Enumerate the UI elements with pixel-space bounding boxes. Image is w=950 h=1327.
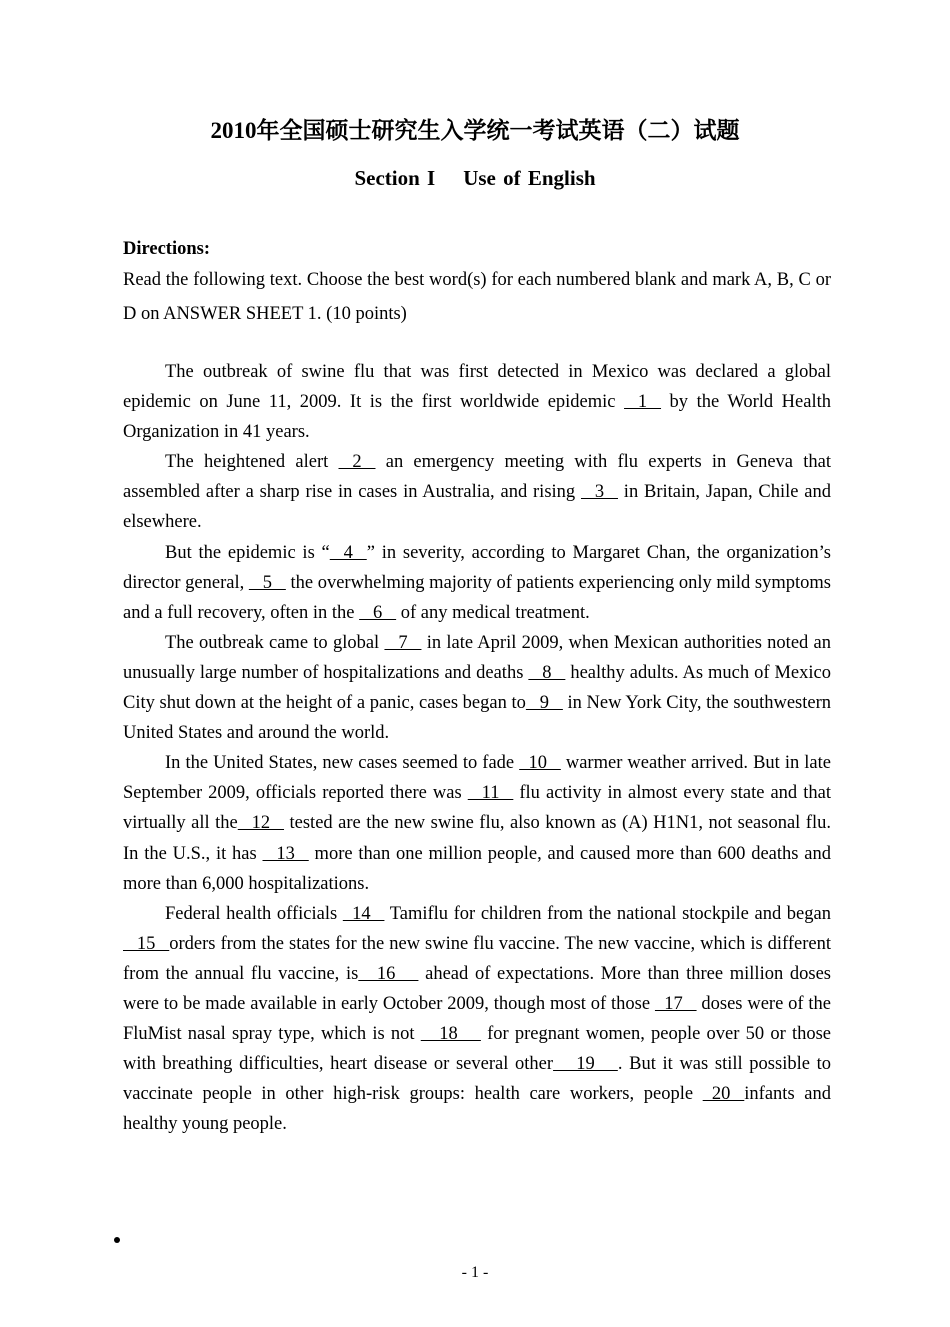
numbered-blank: 20	[702, 1084, 745, 1105]
passage-text: in Britain, Japan, Chile and elsewhere.	[123, 482, 831, 533]
numbered-blank: 19	[553, 1054, 618, 1075]
passage-text: Tamiflu for children from the national stockpile and began	[384, 903, 831, 924]
numbered-blank: 17	[654, 993, 697, 1014]
numbered-blank: 2	[338, 452, 376, 473]
passage-paragraph	[123, 538, 831, 628]
passage-text: for pregnant women, people over 50 or those with breathing difficulties, heart disease or several other	[123, 1024, 831, 1075]
passage-text: Federal health officials	[165, 903, 343, 924]
numbered-blank: 10	[519, 753, 561, 774]
numbered-blank: 15	[123, 933, 170, 954]
passage-paragraph	[123, 899, 831, 1140]
numbered-blank: 14	[342, 903, 385, 924]
section-label: Section I	[354, 166, 436, 190]
passage-text: ahead of expectations. More than three million doses were to be made available in early October 2009, though most of those	[123, 963, 832, 1014]
passage-text: The heightened alert	[165, 452, 339, 473]
passage-text: an emergency meeting with flu experts in Geneva that assembled after a sharp rise in cases in Australia, and rising	[123, 452, 831, 503]
numbered-blank: 3	[580, 482, 618, 503]
passage-text: infants and healthy young people.	[123, 1084, 831, 1135]
numbered-blank: 5	[248, 572, 286, 593]
numbered-blank: 12	[237, 813, 285, 834]
passage-paragraph	[123, 447, 831, 537]
passage-text: flu activity in almost every state and that virtually all the	[123, 783, 831, 834]
passage-text: tested are the new swine flu, also known as (A) H1N1, not seasonal flu. In the U.S., it has	[123, 813, 831, 864]
passage-text: healthy adults. As much of Mexico City shut down at the height of a panic, cases began to	[123, 662, 831, 714]
page-title: 2010年全国硕士研究生入学统一考试英语（二）试题	[210, 118, 740, 143]
cloze-passage	[123, 357, 831, 1139]
numbered-blank: 6	[359, 602, 397, 623]
numbered-blank: 9	[525, 693, 563, 714]
passage-text: more than one million people, and caused more than 600 deaths and more than 6,000 hospitalizations.	[123, 843, 831, 894]
passage-text: by the World Health Organization in 41 years.	[123, 392, 831, 443]
bullet-dot	[114, 1237, 120, 1243]
passage-text: of any medical treatment.	[396, 602, 590, 623]
numbered-blank: 18	[420, 1024, 481, 1045]
numbered-blank: 11	[467, 783, 514, 804]
passage-text: But the epidemic is “	[165, 542, 330, 563]
passage-paragraph	[123, 748, 831, 898]
section-heading	[0, 166, 950, 191]
passage-text: warmer weather arrived. But in late September 2009, officials reported there was	[123, 753, 831, 804]
exam-content	[123, 235, 831, 1139]
passage-text: in late April 2009, when Mexican authorities noted an unusually large number of hospitalizations and deaths	[123, 632, 831, 683]
passage-text: In the United States, new cases seemed to fade	[165, 753, 520, 774]
passage-text: . But it was still possible to vaccinate people in other high-risk groups: health care workers, people	[123, 1054, 832, 1105]
numbered-blank: 16	[358, 963, 419, 984]
passage-paragraph	[123, 628, 831, 748]
numbered-blank: 7	[384, 632, 422, 653]
section-name: Use of English	[463, 166, 596, 190]
directions-text: Read the following text. Choose the best word(s) for each numbered blank and mark A, B, C or D on ANSWER SHEET 1. (10 points)	[123, 270, 831, 324]
passage-text: doses were of the FluMist nasal spray type, which is not	[123, 993, 831, 1045]
passage-text: The outbreak of swine flu that was first detected in Mexico was declared a global epidemic on June 11, 2009. It is the first worldwide epidemic	[123, 362, 831, 413]
passage-text: the overwhelming majority of patients experiencing only mild symptoms and a full recovery, often in the	[123, 572, 831, 623]
passage-text: The outbreak came to global	[165, 632, 385, 653]
page-number: - 1 -	[461, 1264, 489, 1281]
numbered-blank: 4	[329, 542, 367, 563]
numbered-blank: 8	[528, 662, 566, 683]
directions-label: Directions:	[123, 239, 210, 259]
numbered-blank: 1	[624, 392, 662, 413]
passage-text: orders from the states for the new swine flu vaccine. The new vaccine, which is different from the annual flu vaccine, is	[123, 933, 831, 984]
passage-paragraph	[123, 357, 831, 447]
passage-text: ” in severity, according to Margaret Chan, the organization’s director general,	[123, 542, 831, 593]
passage-text: in New York City, the southwestern United States and around the world.	[123, 693, 831, 744]
numbered-blank: 13	[262, 843, 309, 864]
